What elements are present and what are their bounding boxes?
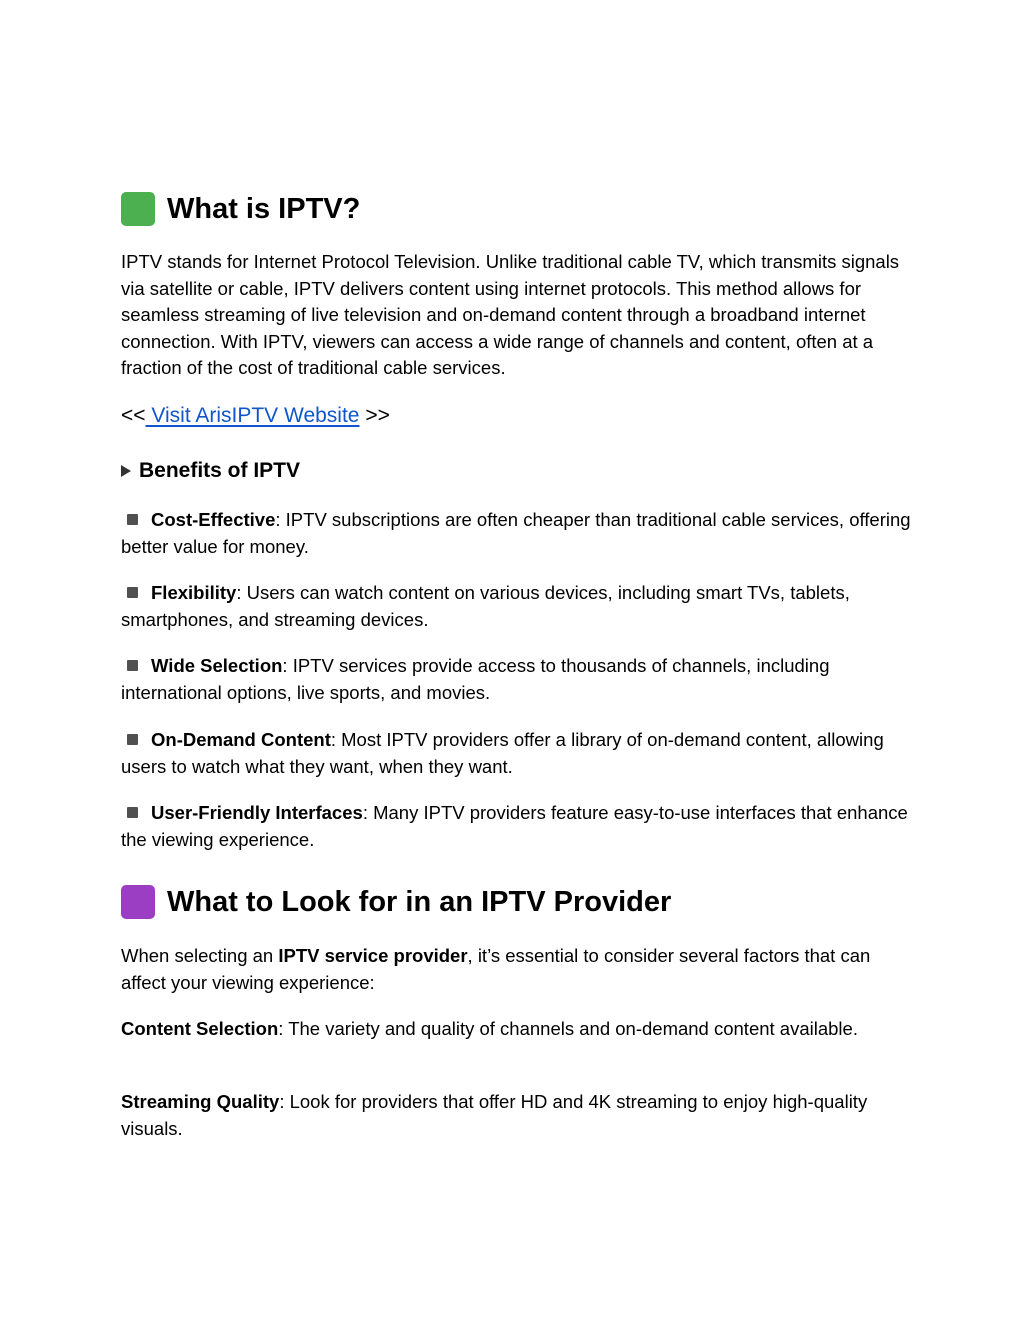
visit-website-line [121, 402, 390, 430]
benefit-text: : Many IPTV providers feature easy-to-use interfaces that enhance the viewing experience. [121, 802, 908, 850]
intro-before: When selecting an [121, 945, 279, 966]
section-heading-what-to-look-for [121, 884, 671, 920]
factor-term: Streaming Quality [121, 1091, 280, 1112]
link-prefix: << [121, 404, 146, 427]
square-bullet-icon [127, 587, 138, 598]
benefit-item [121, 800, 911, 853]
provider-intro-paragraph [121, 943, 911, 996]
triangle-right-icon [121, 465, 131, 477]
benefits-heading-text: Benefits of IPTV [139, 459, 301, 482]
benefit-text: : IPTV subscriptions are often cheaper than traditional cable services, offering better value for money. [121, 509, 911, 557]
benefit-term: Flexibility [151, 582, 237, 603]
factor-item [121, 1089, 911, 1142]
benefit-text: : Most IPTV providers offer a library of on-demand content, allowing users to watch what they want, when they want. [121, 729, 884, 777]
purple-square-icon [121, 885, 155, 919]
factor-term: Content Selection [121, 1018, 279, 1039]
benefit-text: : Users can watch content on various devices, including smart TVs, tablets, smartphones, and streaming devices. [121, 582, 850, 630]
benefit-term: On-Demand Content [151, 729, 331, 750]
benefit-term: Cost-Effective [151, 509, 276, 530]
factor-text: : The variety and quality of channels and on-demand content available. [278, 1018, 858, 1039]
benefit-term: Wide Selection [151, 655, 283, 676]
section-heading-what-is-iptv [121, 191, 360, 227]
intro-bold: IPTV service provider [278, 945, 468, 966]
benefit-item [121, 727, 911, 780]
iptv-definition-paragraph: IPTV stands for Internet Protocol Television. Unlike traditional cable TV, which transmits signals via satellite or cable, IPTV delivers content using internet protocols. This method allows for seamless streaming of live television and on-demand content through a broadband internet connection. With IPTV, viewers can access a wide range of channels and content, often at a fraction of the cost of traditional cable services. [121, 251, 900, 379]
square-bullet-icon [127, 514, 138, 525]
link-suffix: >> [359, 404, 390, 427]
square-bullet-icon [127, 807, 138, 818]
benefits-heading [121, 457, 300, 485]
benefit-item [121, 507, 911, 560]
visit-arisiptv-link[interactable]: Visit ArisIPTV Website [145, 404, 360, 427]
square-bullet-icon [127, 734, 138, 745]
intro-after: , it’s essential to consider several factors that can affect your viewing experience: [121, 945, 871, 993]
factor-item [121, 1016, 911, 1043]
factor-text: : Look for providers that offer HD and 4K streaming to enjoy high-quality visuals. [121, 1091, 868, 1139]
benefit-item [121, 580, 911, 633]
square-bullet-icon [127, 660, 138, 671]
benefit-item [121, 653, 911, 706]
benefit-text: : IPTV services provide access to thousands of channels, including international options, live sports, and movies. [121, 655, 830, 703]
heading-text: What is IPTV? [167, 193, 361, 225]
heading-text: What to Look for in an IPTV Provider [167, 886, 672, 918]
green-square-icon [121, 192, 155, 226]
benefit-term: User-Friendly Interfaces [151, 802, 363, 823]
